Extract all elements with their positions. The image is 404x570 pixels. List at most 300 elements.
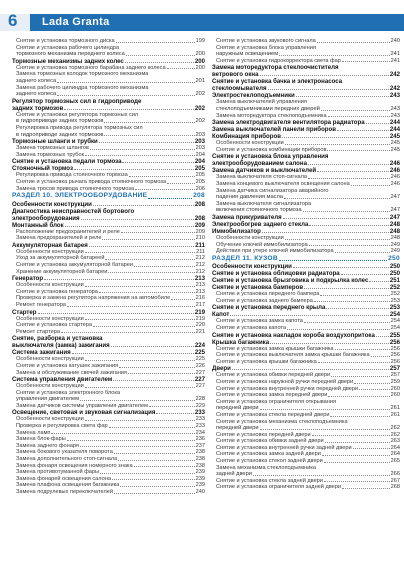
toc-entry <box>12 58 205 65</box>
toc-page-number: 200 <box>195 51 205 58</box>
toc-page-number: 261 <box>390 411 400 418</box>
dot-leader <box>318 362 390 363</box>
dot-leader <box>148 198 192 199</box>
toc-page-number: 243 <box>390 105 400 112</box>
toc-entry-text: Замена моторедуктора стеклоподъемника <box>216 112 327 119</box>
toc-entry-text: Снятие и установка регулятора тормозных сил <box>16 111 139 118</box>
toc-entry-text: Особенности конструкции <box>216 140 284 147</box>
toc-entry <box>12 201 205 208</box>
toc-entry-text: Особенности конструкции <box>216 234 284 241</box>
dot-leader <box>253 475 390 476</box>
dot-leader <box>121 232 195 233</box>
dot-leader <box>321 110 390 111</box>
dot-leader <box>114 453 195 454</box>
toc-entry-text: Снятие и установка стекла задней двери <box>216 477 323 484</box>
toc-entry-text: Замена тормозных колодок тормозного механизма <box>16 71 149 78</box>
dot-leader <box>371 356 390 357</box>
toc-entry <box>212 64 400 71</box>
dot-leader <box>156 413 193 414</box>
dot-leader <box>134 266 195 267</box>
toc-page-number: 237 <box>195 442 205 449</box>
toc-entry-text: Снятие и установка обивки передней двери <box>216 372 331 379</box>
toc-entry-text: Снятие и установка блока управления <box>212 153 329 161</box>
toc-page-number: 266 <box>390 471 400 478</box>
toc-entry <box>212 263 400 270</box>
dot-leader <box>113 380 194 381</box>
toc-page-number: 254 <box>390 318 400 325</box>
toc-entry-text: Замена тормозных трубок <box>16 151 85 158</box>
toc-entry-text: Замена выключателей управления <box>216 99 307 106</box>
dot-leader <box>287 329 390 330</box>
toc-page-number: 225 <box>194 349 205 357</box>
toc-entry-text: РАЗДЕЛ 11. КУЗОВ <box>212 254 278 262</box>
toc-entry-text: Замена подрулевых переключателей <box>16 489 113 495</box>
dot-leader <box>325 442 390 443</box>
toc-entry <box>212 346 400 353</box>
toc-entry <box>12 78 205 85</box>
toc-page-number: 209 <box>194 221 205 229</box>
toc-page-number: 242 <box>389 85 400 93</box>
toc-page-number: 249 <box>390 248 400 255</box>
dot-leader <box>317 171 389 172</box>
toc-entry-text: Уход за аккумуляторной батареей <box>16 255 105 262</box>
toc-page-number: 225 <box>195 356 205 363</box>
toc-entry <box>12 356 205 363</box>
toc-page-number: 246 <box>390 180 400 187</box>
toc-page-number: 256 <box>390 352 400 359</box>
toc-page-number: 245 <box>389 133 400 141</box>
header-title-bar <box>30 14 404 31</box>
toc-entry <box>212 484 400 491</box>
dot-leader <box>283 218 389 219</box>
toc-entry-text: Замена предохранителей и реле <box>16 235 102 242</box>
dot-leader <box>57 82 194 83</box>
dot-leader <box>320 295 389 296</box>
toc-entry <box>12 91 205 98</box>
dot-leader <box>260 75 389 76</box>
toc-entry <box>212 425 400 432</box>
toc-entry <box>212 214 400 221</box>
toc-entry <box>12 443 205 450</box>
toc-page-number: 256 <box>389 338 400 346</box>
toc-entry <box>212 126 400 133</box>
dot-leader <box>314 301 390 302</box>
toc-page-number: 219 <box>194 308 205 316</box>
toc-entry-text: Замена механизма стеклоподъемника <box>216 464 317 471</box>
toc-page-number: 203 <box>195 145 205 152</box>
toc-entry-text: Замена дополнительного стоп-сигнала <box>16 456 118 463</box>
toc-entry <box>12 179 205 186</box>
dot-leader <box>270 343 389 344</box>
toc-page-number: 233 <box>194 409 205 417</box>
toc-columns <box>0 38 404 566</box>
dot-leader <box>304 322 390 323</box>
dot-leader <box>369 281 388 282</box>
toc-page-number: 257 <box>390 372 400 379</box>
toc-entry <box>212 167 400 174</box>
toc-entry <box>212 379 400 386</box>
toc-entry-text: Замена датчиков системы управления двигателем <box>16 402 148 409</box>
toc-entry-text: Тормозные механизмы задних колес <box>12 57 124 65</box>
toc-entry-text: в гидроприводе задних тормозов <box>16 131 104 138</box>
toc-page-number: 221 <box>195 328 205 335</box>
toc-page-number: 248 <box>389 220 400 228</box>
toc-entry <box>12 282 205 289</box>
toc-page-number: 246 <box>389 167 400 175</box>
toc-entry <box>212 405 400 412</box>
toc-entry <box>12 38 205 45</box>
dot-leader <box>330 416 389 417</box>
toc-page-number: 256 <box>390 358 400 365</box>
toc-entry <box>212 140 400 147</box>
toc-entry-text: Снятие и установка капота <box>216 324 287 331</box>
toc-page-number: 241 <box>390 57 400 64</box>
book-title: Lada Granta <box>42 16 110 28</box>
toc-entry-text: Снятие и установка педали тормоза <box>12 158 122 166</box>
toc-entry-text: Снятие и установка ограничителя открывания <box>216 398 337 405</box>
toc-entry <box>212 71 400 78</box>
toc-entry-text: Замена прикуривателя <box>212 213 282 221</box>
section-heading <box>12 192 205 201</box>
toc-entry-text: в гидроприводе задних тормозов <box>16 118 104 125</box>
toc-entry-text: Ремонт генератора <box>16 301 66 308</box>
toc-page-number: 213 <box>195 282 205 289</box>
toc-page-number: 254 <box>389 311 400 319</box>
dot-leader <box>44 279 194 280</box>
toc-entry-text: Снятие и установка стартера <box>16 322 92 329</box>
toc-page-number: 229 <box>195 402 205 409</box>
dot-leader <box>303 211 390 212</box>
dot-leader <box>38 313 194 314</box>
toc-entry <box>12 165 205 172</box>
dot-leader <box>309 245 390 246</box>
toc-entry <box>212 270 400 277</box>
toc-entry-text: Снятие и установка передней двери <box>216 431 311 438</box>
toc-entry <box>12 242 205 249</box>
toc-entry-text: Система управления двигателем <box>12 376 113 384</box>
dot-leader <box>108 272 194 273</box>
toc-entry <box>12 396 205 403</box>
toc-page-number: 239 <box>195 475 205 482</box>
toc-entry <box>212 188 400 195</box>
dot-leader <box>317 42 390 43</box>
toc-entry-text: Диагностика неисправностей бортового <box>12 207 135 215</box>
toc-page-number: 267 <box>390 477 400 484</box>
toc-page-number: 234 <box>195 429 205 436</box>
dot-leader <box>102 239 194 240</box>
page-number: 6 <box>8 11 18 30</box>
toc-entry <box>12 51 205 58</box>
toc-entry <box>12 302 205 309</box>
toc-entry-text: включения стояночного тормоза <box>216 207 302 214</box>
dot-leader <box>116 42 195 43</box>
toc-entry-text: Снятие и установка заднего бампера <box>216 297 313 304</box>
dot-leader <box>359 389 390 390</box>
dot-leader <box>342 488 390 489</box>
toc-entry-text: Снятие и установка катушек зажигания <box>16 362 119 369</box>
dot-leader <box>260 429 390 430</box>
toc-page-number: 262 <box>390 425 400 432</box>
toc-entry <box>12 335 205 342</box>
toc-entry-text: стеклоподъемниками передних дверей <box>216 105 320 112</box>
dot-leader <box>230 315 388 316</box>
toc-page-number: 257 <box>389 365 400 373</box>
toc-entry-text: Крышка багажника <box>212 338 270 346</box>
toc-entry-text: Особенности конструкции <box>16 356 84 363</box>
toc-entry-text: Снятие и установка замка передней двери <box>216 392 328 399</box>
dot-leader <box>341 274 389 275</box>
dot-leader <box>308 164 389 165</box>
toc-entry-text: Стартер <box>12 308 37 316</box>
toc-entry <box>12 98 205 105</box>
toc-entry-text: Замена фонарей освещения салона <box>16 475 111 482</box>
toc-page-number: 252 <box>390 291 400 298</box>
toc-entry-text: Снятие и установка переднего крыла <box>212 304 326 312</box>
toc-entry <box>212 291 400 298</box>
dot-leader <box>125 62 194 63</box>
toc-page-number: 203 <box>195 131 205 138</box>
dot-leader <box>129 176 195 177</box>
dot-leader <box>85 319 195 320</box>
dot-leader <box>64 109 193 110</box>
toc-entry <box>212 438 400 445</box>
toc-entry <box>212 352 400 359</box>
dot-leader <box>119 367 195 368</box>
toc-entry <box>212 78 400 85</box>
toc-entry-text: Снятие и установка замка крышки багажника <box>216 345 334 352</box>
toc-entry-text: Снятие и установка бачка и электронасоса <box>212 78 343 86</box>
toc-page-number: 244 <box>389 119 400 127</box>
toc-entry-text: Снятие и установка внутренней ручки передней двери <box>216 385 359 392</box>
toc-entry-text: Хранение аккумуляторной батареи <box>16 268 108 275</box>
toc-entry-text: Замена ламп <box>16 429 51 436</box>
toc-entry <box>12 476 205 483</box>
toc-entry <box>12 125 205 132</box>
toc-entry <box>212 160 400 167</box>
toc-page-number: 246 <box>390 174 400 181</box>
toc-entry <box>12 409 205 416</box>
toc-entry <box>12 383 205 390</box>
dot-leader <box>262 232 389 233</box>
toc-page-number: 259 <box>390 378 400 385</box>
toc-entry <box>212 85 400 92</box>
toc-page-number: 203 <box>194 138 205 146</box>
toc-page-number: 216 <box>195 295 205 302</box>
toc-entry <box>12 469 205 476</box>
toc-entry-text: Снятие и установка замка капота <box>216 318 303 325</box>
toc-entry-text: Капот <box>212 311 230 319</box>
toc-page-number: 253 <box>389 304 400 312</box>
dot-leader <box>328 116 390 117</box>
toc-entry <box>212 147 400 154</box>
toc-page-number: 260 <box>390 385 400 392</box>
toc-entry-text: Замена заднего фонаря <box>16 442 79 449</box>
dot-leader <box>90 149 195 150</box>
dot-leader <box>61 332 195 333</box>
dot-leader <box>74 169 194 170</box>
dot-leader <box>99 142 194 143</box>
toc-entry <box>12 262 205 269</box>
toc-entry-text: Снятие и установка звукового сигнала <box>216 38 316 44</box>
toc-entry <box>12 65 205 72</box>
toc-page-number: 249 <box>390 241 400 248</box>
toc-entry <box>12 390 205 397</box>
toc-entry-text: Замена выключателя сигнализатора <box>216 200 312 207</box>
toc-page-number: 239 <box>195 469 205 476</box>
toc-entry <box>212 194 400 201</box>
toc-page-number: 212 <box>195 261 205 268</box>
toc-entry-text: Снятие и установка рабочего цилиндра <box>16 44 120 51</box>
toc-page-number: 200 <box>195 64 205 71</box>
toc-page-number: 208 <box>193 192 205 200</box>
toc-page-number: 224 <box>194 342 205 350</box>
dot-leader <box>93 205 194 206</box>
toc-entry <box>212 207 400 214</box>
toc-entry-text: Комбинация приборов <box>212 133 281 141</box>
toc-entry <box>12 363 205 370</box>
toc-page-number: 247 <box>389 213 400 221</box>
toc-entry-text: Регулировка привода регулятора тормозных сил <box>16 124 143 131</box>
toc-entry-text: Электростеклоподъемники <box>212 92 295 100</box>
dot-leader <box>335 349 390 350</box>
toc-entry-text: Снятие и установка тормозного диска <box>16 38 115 44</box>
toc-page-number: 252 <box>389 284 400 292</box>
toc-entry <box>212 58 400 65</box>
toc-entry <box>212 201 400 208</box>
toc-page-number: 260 <box>390 392 400 399</box>
toc-entry-text: Обучение ключей иммобилизатора <box>216 241 308 248</box>
toc-entry-text: Снятие и установка наружной ручки передней двери <box>216 378 354 385</box>
toc-entry <box>12 45 205 52</box>
toc-entry-text: Снятие и установка стекол задней двери <box>216 458 323 465</box>
toc-entry-text: заднего колеса <box>16 77 57 84</box>
toc-entry <box>212 458 400 465</box>
toc-entry <box>212 412 400 419</box>
toc-page-number: 202 <box>195 91 205 98</box>
toc-entry <box>12 456 205 463</box>
toc-entry-text: Снятие и установка обивки задней двери <box>216 438 324 445</box>
dot-leader <box>149 406 195 407</box>
dot-leader <box>324 462 390 463</box>
toc-entry <box>212 133 400 140</box>
toc-page-number: 239 <box>195 482 205 489</box>
toc-page-number: 244 <box>389 126 400 134</box>
toc-entry-text: Особенности конструкции <box>12 200 92 208</box>
toc-page-number: 227 <box>195 383 205 390</box>
dot-leader <box>85 420 195 421</box>
toc-entry-text: Особенности конструкции <box>16 282 84 289</box>
toc-entry <box>212 318 400 325</box>
dot-leader <box>111 346 194 347</box>
toc-entry <box>212 339 400 346</box>
dot-leader <box>85 387 195 388</box>
toc-page-number: 250 <box>389 263 400 271</box>
toc-entry <box>12 349 205 356</box>
toc-entry <box>12 186 205 193</box>
toc-page-number: 205 <box>194 165 205 173</box>
dot-leader <box>81 219 194 220</box>
toc-entry-text: Снятие, разборка и установка <box>12 335 103 343</box>
dot-leader <box>324 481 390 482</box>
toc-entry <box>212 372 400 379</box>
toc-entry-text: Расположение предохранителей и реле <box>16 228 120 235</box>
toc-entry <box>212 325 400 332</box>
dot-leader <box>67 440 195 441</box>
toc-page-number: 213 <box>194 275 205 283</box>
toc-entry-text: Снятие и установка переднего бампера <box>216 291 320 298</box>
toc-entry <box>12 105 205 112</box>
dot-leader <box>285 144 390 145</box>
toc-entry <box>12 322 205 329</box>
toc-page-number: 204 <box>194 158 205 166</box>
toc-entry-text: Снятие и установка брызговика и подкрылка колес <box>212 277 369 285</box>
toc-entry-text: Стояночный тормоз <box>12 165 73 173</box>
toc-entry-text: Особенности конструкции <box>16 383 84 390</box>
toc-entry <box>12 370 205 377</box>
toc-entry <box>212 113 400 120</box>
toc-entry-text: Действия при утере ключей иммобилизатора <box>216 248 334 255</box>
toc-entry <box>212 228 400 235</box>
dot-leader <box>335 252 390 253</box>
dot-leader <box>109 427 195 428</box>
toc-page-number: 208 <box>194 214 205 222</box>
toc-page-number: 247 <box>390 194 400 201</box>
toc-entry <box>12 449 205 456</box>
dot-leader <box>304 288 389 289</box>
dot-leader <box>167 183 195 184</box>
dot-leader <box>322 455 390 456</box>
toc-entry-text: Электрообогрев заднего стекла <box>212 220 309 228</box>
toc-entry <box>212 153 400 160</box>
toc-entry <box>212 332 400 339</box>
toc-entry-text: РАЗДЕЛ 10. ЭЛЕКТРООБОРУДОВАНИЕ <box>12 192 148 200</box>
toc-page-number: 263 <box>390 438 400 445</box>
toc-page-number: 250 <box>389 270 400 278</box>
toc-entry-text: заднего колеса <box>16 91 57 98</box>
toc-entry-text: Особенности конструкции <box>16 248 84 255</box>
toc-page-number: 212 <box>195 268 205 275</box>
toc-page-number: 200 <box>194 57 205 65</box>
toc-entry <box>12 403 205 410</box>
toc-entry-text: Снятие и установка ограничителя задней двери <box>216 484 341 491</box>
toc-page-number: 240 <box>390 38 400 44</box>
toc-entry-text: Замена блок-фары <box>16 436 66 443</box>
toc-entry-text: Система зажигания <box>12 349 71 357</box>
dot-leader <box>100 473 195 474</box>
toc-entry-text: передней двери <box>216 425 259 432</box>
toc-entry-text: Замена рабочего цилиндра тормозного механизма <box>16 84 149 91</box>
dot-leader <box>331 376 389 377</box>
toc-entry <box>12 138 205 145</box>
dot-leader <box>260 409 390 410</box>
toc-entry <box>12 112 205 119</box>
toc-page-number: 210 <box>195 235 205 242</box>
dot-leader <box>167 68 195 69</box>
toc-entry-text: Замена плафона освещения багажника <box>16 482 120 489</box>
toc-page-number: 227 <box>194 376 205 384</box>
toc-entry-text: Замена выключателя стоп-сигнала <box>216 174 308 181</box>
toc-entry-text: Снятие и установка внутренней ручки задней двери <box>216 444 352 451</box>
toc-entry <box>212 38 400 45</box>
toc-entry <box>212 392 400 399</box>
toc-entry-text: Особенности конструкции <box>16 315 84 322</box>
dot-leader <box>80 400 194 401</box>
dot-leader <box>85 252 195 253</box>
toc-entry-text: Снятие и установка механизма стеклоподъемника <box>216 418 348 425</box>
dot-leader <box>126 55 195 56</box>
dot-leader <box>279 260 387 261</box>
toc-page-number: 247 <box>390 207 400 214</box>
